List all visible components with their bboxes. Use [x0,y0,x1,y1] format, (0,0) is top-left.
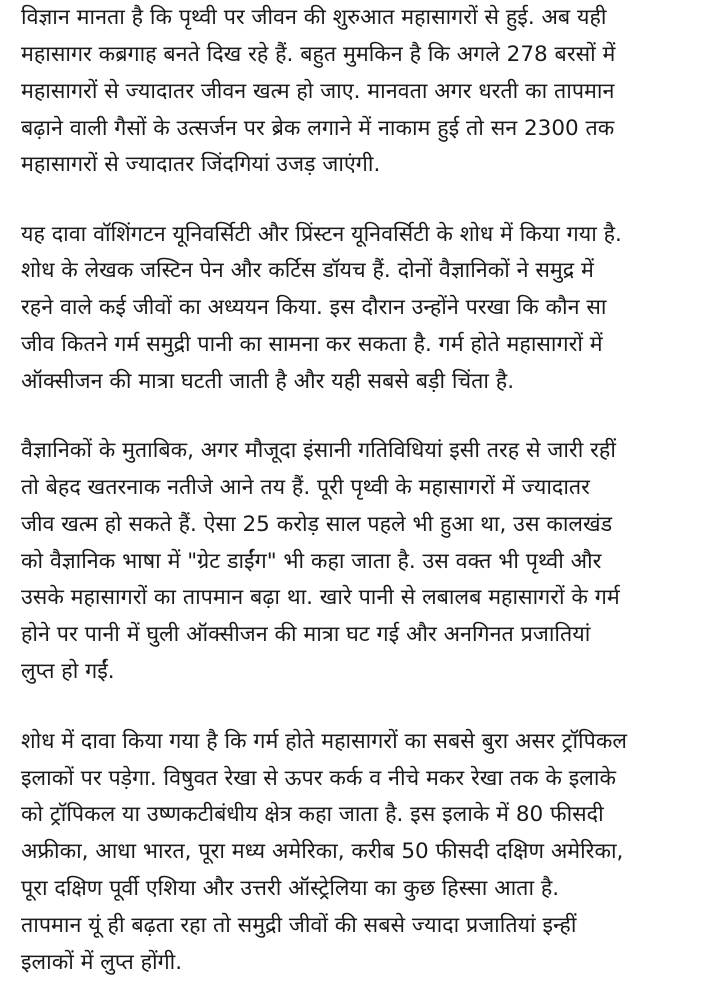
text-line: ऑक्सीजन की मात्रा घटती जाती है और यही सबसे बड़ी चिंता है. [21,369,515,394]
text-line: महासागर कब्रगाह बनते दिख रहे हैं. बहुत मुमकिन है कि अगले 278 बरसों में [21,42,616,67]
text-line: तो बेहद खतरनाक नतीजे आने तय हैं. पूरी पृथ्वी के महासागरों में ज्यादातर [21,475,590,500]
text-line: शोध के लेखक जस्टिन पेन और कर्टिस डॉयच हैं. दोनों वैज्ञानिकों ने समुद्र में [21,258,594,283]
text-line: इलाकों पर पड़ेगा. विषुवत रेखा से ऊपर कर्क व नीचे मकर रेखा तक के इलाके [21,766,616,791]
text-line: उसके महासागरों का तापमान बढ़ा था. खारे पानी से लबालब महासागरों के गर्म [21,585,620,610]
text-line: शोध में दावा किया गया है कि गर्म होते महासागरों का सबसे बुरा असर ट्रॉपिकल [21,729,627,754]
text-line: जीव कितने गर्म समुद्री पानी का सामना कर सकता है. गर्म होते महासागरों में [21,332,603,357]
text-line: लुप्त हो गईं. [21,659,115,684]
text-line: महासागरों से ज्यादातर जिंदगियां उजड़ जाएंगी. [21,152,381,177]
text-line: अफ्रीका, आधा भारत, पूरा मध्य अमेरिका, करीब 50 फीसदी दक्षिण अमेरिका, [21,839,624,864]
text-line: को ट्रॉपिकल या उष्णकटीबंधीय क्षेत्र कहा जाता है. इस इलाके में 80 फीसदी [21,802,604,827]
text-line: होने पर पानी में घुली ऑक्सीजन की मात्रा घट गई और अनगिनत प्रजातियां [21,622,591,647]
text-line: पूरा दक्षिण पूर्वी एशिया और उत्तरी ऑस्ट्रेलिया का कुछ हिस्सा आता है. [21,876,560,901]
text-line: तापमान यूं ही बढ़ता रहा तो समुद्री जीवों की सबसे ज्यादा प्रजातियां इन्हीं [21,913,577,938]
text-line: यह दावा वॉशिंगटन यूनिवर्सिटी और प्रिंस्टन यूनिवर्सिटी के शोध में किया गया है. [21,222,622,247]
text-line: इलाकों में लुप्त होंगी. [21,950,183,975]
text-line: बढ़ाने वाली गैसों के उत्सर्जन पर ब्रेक लगाने में नाकाम हुई तो सन 2300 तक [21,116,615,141]
text-line: को वैज्ञानिक भाषा में "ग्रेट डाईंग" भी कहा जाता है. उस वक्त भी पृथ्वी और [21,549,602,574]
text-line: विज्ञान मानता है कि पृथ्वी पर जीवन की शुरुआत महासागरों से हुई. अब यही [21,5,607,30]
text-line: महासागरों से ज्यादातर जीवन खत्म हो जाए. मानवता अगर धरती का तापमान [21,79,615,104]
text-line: वैज्ञानिकों के मुताबिक, अगर मौजूदा इंसानी गतिविधियां इसी तरह से जारी रहीं [21,438,616,463]
text-line: जीव खत्म हो सकते हैं. ऐसा 25 करोड़ साल पहले भी हुआ था, उस कालखंड [21,512,613,537]
text-line: रहने वाले कई जीवों का अध्ययन किया. इस दौरान उन्होंने परखा कि कौन सा [21,295,607,320]
